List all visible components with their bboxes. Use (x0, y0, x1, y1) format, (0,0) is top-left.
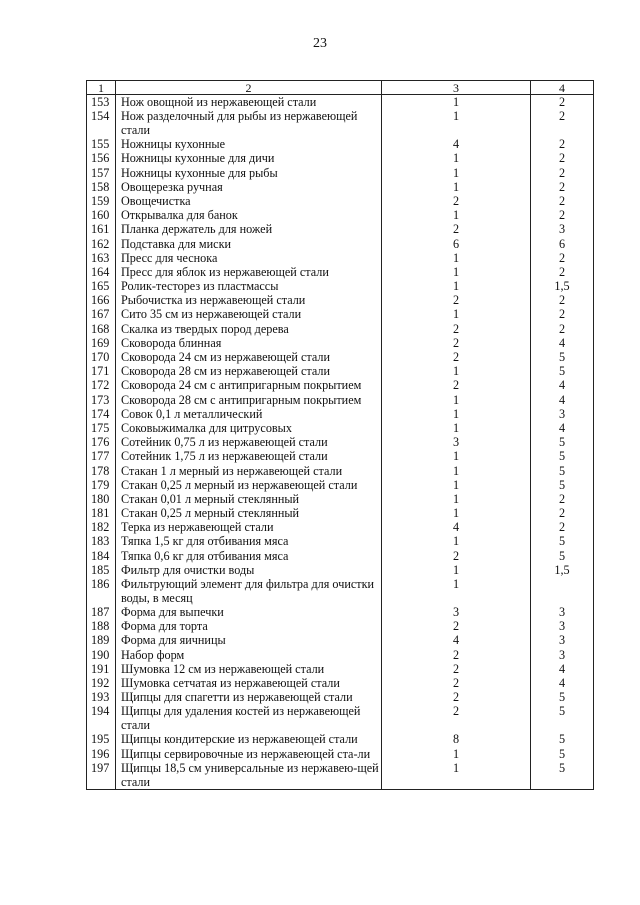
table-row (87, 577, 594, 605)
table-row (87, 393, 594, 407)
row-number: 161 (87, 222, 116, 236)
row-number: 155 (87, 137, 116, 151)
quantity-col-4: 2 (531, 520, 594, 534)
item-name: Пресс для чеснока (116, 251, 382, 265)
header-col-3: 3 (382, 81, 531, 95)
row-number: 156 (87, 151, 116, 165)
item-name: Сито 35 см из нержавеющей стали (116, 307, 382, 321)
table-row (87, 605, 594, 619)
item-name: Сковорода 24 см из нержавеющей стали (116, 350, 382, 364)
item-name: Фильтрующий элемент для фильтра для очистки воды, в месяц (116, 577, 382, 605)
item-name: Щипцы 18,5 см универсальные из нержавею-щей стали (116, 761, 382, 790)
item-name: Стакан 0,25 л мерный из нержавеющей стали (116, 478, 382, 492)
table-row (87, 704, 594, 732)
quantity-col-3: 1 (382, 251, 531, 265)
quantity-col-4: 2 (531, 180, 594, 194)
table-row (87, 109, 594, 137)
quantity-col-4: 2 (531, 208, 594, 222)
quantity-col-4: 2 (531, 322, 594, 336)
quantity-col-3: 2 (382, 690, 531, 704)
table-row (87, 676, 594, 690)
header-col-2: 2 (116, 81, 382, 95)
header-row (87, 81, 594, 95)
item-name: Ножницы кухонные для дичи (116, 151, 382, 165)
quantity-col-4: 4 (531, 378, 594, 392)
quantity-col-4: 2 (531, 307, 594, 321)
quantity-col-3: 4 (382, 633, 531, 647)
quantity-col-3: 2 (382, 676, 531, 690)
item-name: Форма для торта (116, 619, 382, 633)
row-number: 170 (87, 350, 116, 364)
table-row (87, 322, 594, 336)
item-name: Тяпка 0,6 кг для отбивания мяса (116, 549, 382, 563)
table-row (87, 279, 594, 293)
table-row (87, 307, 594, 321)
quantity-col-3: 1 (382, 747, 531, 761)
row-number: 180 (87, 492, 116, 506)
quantity-col-4: 5 (531, 350, 594, 364)
row-number: 160 (87, 208, 116, 222)
quantity-col-3: 3 (382, 435, 531, 449)
table-row (87, 747, 594, 761)
item-name: Скалка из твердых пород дерева (116, 322, 382, 336)
row-number: 196 (87, 747, 116, 761)
quantity-col-3: 1 (382, 563, 531, 577)
table-row (87, 520, 594, 534)
row-number: 195 (87, 732, 116, 746)
quantity-col-4: 2 (531, 506, 594, 520)
table-row (87, 633, 594, 647)
table-row (87, 464, 594, 478)
quantity-col-4: 4 (531, 662, 594, 676)
quantity-col-3: 1 (382, 761, 531, 790)
item-name: Шумовка сетчатая из нержавеющей стали (116, 676, 382, 690)
page-number: 23 (313, 36, 327, 51)
quantity-col-3: 1 (382, 95, 531, 110)
item-name: Сковорода 28 см с антипригарным покрытием (116, 393, 382, 407)
row-number: 197 (87, 761, 116, 790)
table-body (87, 95, 594, 790)
item-name: Сковорода 24 см с антипригарным покрытием (116, 378, 382, 392)
quantity-col-4: 2 (531, 109, 594, 137)
quantity-col-3: 2 (382, 704, 531, 732)
item-name: Открывалка для банок (116, 208, 382, 222)
item-name: Овощечистка (116, 194, 382, 208)
row-number: 168 (87, 322, 116, 336)
row-number: 162 (87, 237, 116, 251)
table-row (87, 549, 594, 563)
table-row (87, 293, 594, 307)
quantity-col-3: 2 (382, 619, 531, 633)
quantity-col-3: 2 (382, 222, 531, 236)
table-row (87, 364, 594, 378)
quantity-col-4: 4 (531, 393, 594, 407)
quantity-col-4: 4 (531, 421, 594, 435)
quantity-col-3: 2 (382, 293, 531, 307)
row-number: 188 (87, 619, 116, 633)
quantity-col-4: 5 (531, 478, 594, 492)
row-number: 153 (87, 95, 116, 110)
table-row (87, 534, 594, 548)
row-number: 175 (87, 421, 116, 435)
table-row (87, 95, 594, 110)
quantity-col-4: 4 (531, 336, 594, 350)
quantity-col-4: 2 (531, 137, 594, 151)
quantity-col-3: 1 (382, 506, 531, 520)
table-row (87, 662, 594, 676)
row-number: 157 (87, 166, 116, 180)
row-number: 177 (87, 449, 116, 463)
quantity-col-3: 1 (382, 265, 531, 279)
quantity-col-3: 1 (382, 307, 531, 321)
item-name: Нож разделочный для рыбы из нержавеющей стали (116, 109, 382, 137)
quantity-col-3: 2 (382, 378, 531, 392)
table-row (87, 407, 594, 421)
item-name: Ножницы кухонные (116, 137, 382, 151)
table-row (87, 265, 594, 279)
table-row (87, 690, 594, 704)
quantity-col-4: 5 (531, 690, 594, 704)
item-name: Стакан 1 л мерный из нержавеющей стали (116, 464, 382, 478)
item-name: Стакан 0,25 л мерный стеклянный (116, 506, 382, 520)
quantity-col-3: 3 (382, 605, 531, 619)
quantity-col-4: 3 (531, 222, 594, 236)
item-name: Фильтр для очистки воды (116, 563, 382, 577)
row-number: 182 (87, 520, 116, 534)
row-number: 159 (87, 194, 116, 208)
item-name: Щипцы для удаления костей из нержавеющей стали (116, 704, 382, 732)
table-row (87, 350, 594, 364)
item-name: Щипцы сервировочные из нержавеющей ста-ли (116, 747, 382, 761)
item-name: Соковыжималка для цитрусовых (116, 421, 382, 435)
item-name: Ножницы кухонные для рыбы (116, 166, 382, 180)
table-row (87, 208, 594, 222)
row-number: 191 (87, 662, 116, 676)
row-number: 174 (87, 407, 116, 421)
item-name: Подставка для миски (116, 237, 382, 251)
row-number: 189 (87, 633, 116, 647)
row-number: 184 (87, 549, 116, 563)
table-row (87, 478, 594, 492)
item-name: Сотейник 1,75 л из нержавеющей стали (116, 449, 382, 463)
table-row (87, 378, 594, 392)
quantity-col-4: 2 (531, 166, 594, 180)
quantity-col-3: 1 (382, 407, 531, 421)
item-name: Щипцы для спагетти из нержавеющей стали (116, 690, 382, 704)
quantity-col-4: 5 (531, 549, 594, 563)
quantity-col-4: 4 (531, 676, 594, 690)
quantity-col-4: 5 (531, 732, 594, 746)
table-row (87, 619, 594, 633)
quantity-col-4: 2 (531, 265, 594, 279)
quantity-col-3: 2 (382, 648, 531, 662)
row-number: 186 (87, 577, 116, 605)
row-number: 176 (87, 435, 116, 449)
quantity-col-4: 3 (531, 605, 594, 619)
table-row (87, 648, 594, 662)
row-number: 169 (87, 336, 116, 350)
quantity-col-3: 2 (382, 549, 531, 563)
row-number: 154 (87, 109, 116, 137)
row-number: 165 (87, 279, 116, 293)
table-row (87, 732, 594, 746)
quantity-col-4: 5 (531, 464, 594, 478)
table-row (87, 222, 594, 236)
row-number: 192 (87, 676, 116, 690)
quantity-col-3: 1 (382, 492, 531, 506)
item-name: Шумовка 12 см из нержавеющей стали (116, 662, 382, 676)
row-number: 158 (87, 180, 116, 194)
quantity-col-3: 1 (382, 208, 531, 222)
quantity-col-3: 1 (382, 534, 531, 548)
quantity-col-3: 1 (382, 421, 531, 435)
quantity-col-4: 6 (531, 237, 594, 251)
table-header (87, 81, 594, 95)
table-row (87, 151, 594, 165)
item-name: Сковорода блинная (116, 336, 382, 350)
table-row (87, 194, 594, 208)
item-name: Нож овощной из нержавеющей стали (116, 95, 382, 110)
quantity-col-4: 2 (531, 293, 594, 307)
row-number: 166 (87, 293, 116, 307)
quantity-col-3: 1 (382, 577, 531, 605)
quantity-col-3: 1 (382, 449, 531, 463)
quantity-col-4: 5 (531, 534, 594, 548)
quantity-col-3: 1 (382, 109, 531, 137)
quantity-col-3: 1 (382, 478, 531, 492)
item-name: Форма для выпечки (116, 605, 382, 619)
quantity-col-4: 2 (531, 492, 594, 506)
row-number: 187 (87, 605, 116, 619)
item-name: Щипцы кондитерские из нержавеющей стали (116, 732, 382, 746)
quantity-col-3: 4 (382, 137, 531, 151)
quantity-col-4: 3 (531, 648, 594, 662)
quantity-col-4: 1,5 (531, 279, 594, 293)
quantity-col-3: 2 (382, 336, 531, 350)
item-name: Сотейник 0,75 л из нержавеющей стали (116, 435, 382, 449)
quantity-col-4: 3 (531, 633, 594, 647)
quantity-col-4: 2 (531, 194, 594, 208)
row-number: 194 (87, 704, 116, 732)
row-number: 181 (87, 506, 116, 520)
item-name: Рыбочистка из нержавеющей стали (116, 293, 382, 307)
quantity-col-3: 1 (382, 364, 531, 378)
item-name: Форма для яичницы (116, 633, 382, 647)
row-number: 190 (87, 648, 116, 662)
item-name: Набор форм (116, 648, 382, 662)
row-number: 185 (87, 563, 116, 577)
quantity-col-4: 5 (531, 761, 594, 790)
quantity-col-4: 3 (531, 407, 594, 421)
quantity-col-4: 5 (531, 747, 594, 761)
item-name: Планка держатель для ножей (116, 222, 382, 236)
row-number: 178 (87, 464, 116, 478)
row-number: 163 (87, 251, 116, 265)
table-row (87, 421, 594, 435)
row-number: 173 (87, 393, 116, 407)
item-name: Тяпка 1,5 кг для отбивания мяса (116, 534, 382, 548)
row-number: 164 (87, 265, 116, 279)
quantity-col-3: 4 (382, 520, 531, 534)
quantity-col-3: 1 (382, 180, 531, 194)
row-number: 193 (87, 690, 116, 704)
quantity-col-3: 1 (382, 166, 531, 180)
quantity-col-3: 1 (382, 151, 531, 165)
quantity-col-4: 2 (531, 95, 594, 110)
table-row (87, 180, 594, 194)
quantity-col-4: 3 (531, 619, 594, 633)
table-row (87, 761, 594, 790)
quantity-col-4: 5 (531, 704, 594, 732)
table-row (87, 251, 594, 265)
item-name: Совок 0,1 л металлический (116, 407, 382, 421)
item-name: Ролик-тесторез из пластмассы (116, 279, 382, 293)
quantity-col-3: 2 (382, 194, 531, 208)
row-number: 183 (87, 534, 116, 548)
items-table (86, 80, 594, 790)
table-row (87, 506, 594, 520)
row-number: 179 (87, 478, 116, 492)
quantity-col-4: 2 (531, 251, 594, 265)
quantity-col-4 (531, 577, 594, 605)
header-col-4: 4 (531, 81, 594, 95)
quantity-col-3: 2 (382, 662, 531, 676)
quantity-col-3: 1 (382, 464, 531, 478)
item-name: Сковорода 28 см из нержавеющей стали (116, 364, 382, 378)
item-name: Пресс для яблок из нержавеющей стали (116, 265, 382, 279)
table-row (87, 237, 594, 251)
quantity-col-3: 1 (382, 279, 531, 293)
quantity-col-4: 5 (531, 435, 594, 449)
table-row (87, 563, 594, 577)
item-name: Терка из нержавеющей стали (116, 520, 382, 534)
quantity-col-4: 5 (531, 364, 594, 378)
row-number: 167 (87, 307, 116, 321)
quantity-col-4: 5 (531, 449, 594, 463)
item-name: Стакан 0,01 л мерный стеклянный (116, 492, 382, 506)
table-row (87, 166, 594, 180)
row-number: 172 (87, 378, 116, 392)
table-row (87, 137, 594, 151)
quantity-col-3: 1 (382, 393, 531, 407)
table-row (87, 492, 594, 506)
quantity-col-4: 2 (531, 151, 594, 165)
row-number: 171 (87, 364, 116, 378)
quantity-col-3: 2 (382, 350, 531, 364)
header-col-1: 1 (87, 81, 116, 95)
table-row (87, 449, 594, 463)
quantity-col-3: 2 (382, 322, 531, 336)
table-row (87, 336, 594, 350)
table-row (87, 435, 594, 449)
quantity-col-3: 6 (382, 237, 531, 251)
quantity-col-3: 8 (382, 732, 531, 746)
quantity-col-4: 1,5 (531, 563, 594, 577)
item-name: Овощерезка ручная (116, 180, 382, 194)
